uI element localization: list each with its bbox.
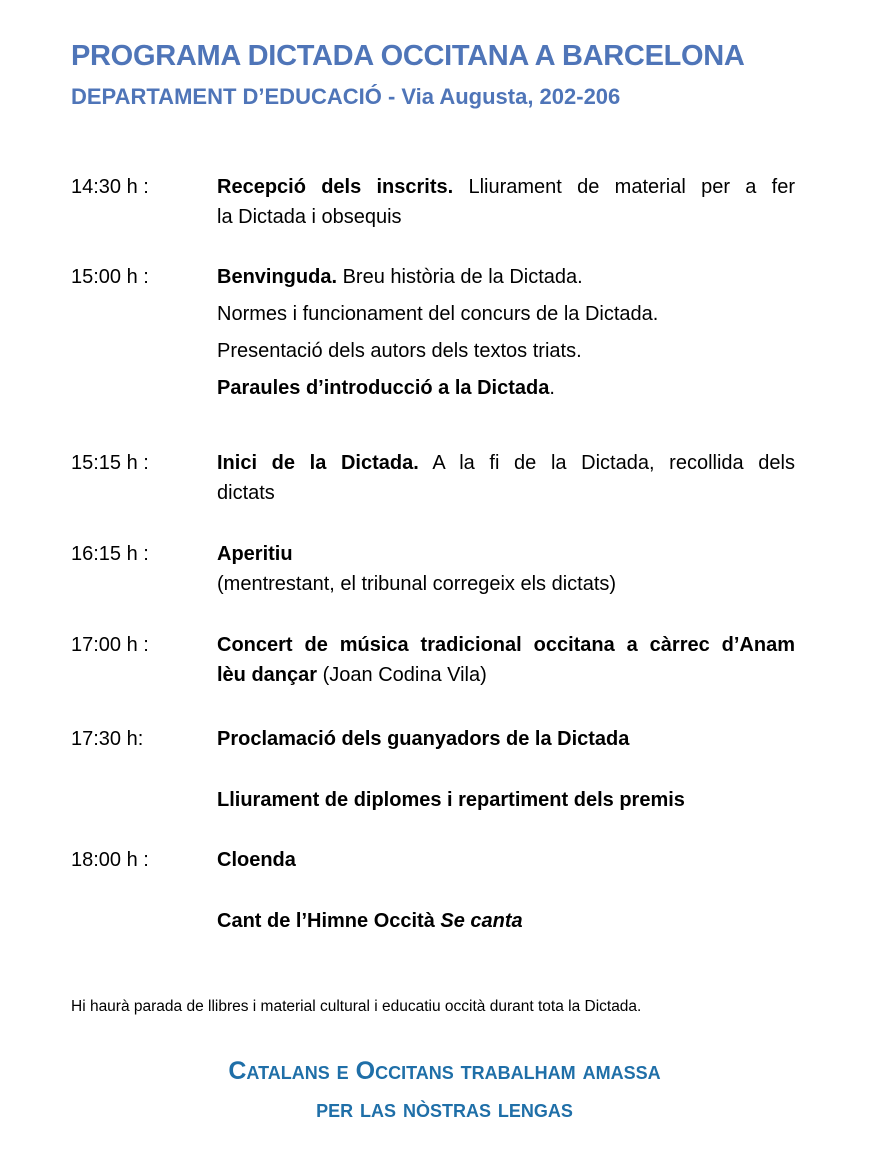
entry-time: 16:15 h : xyxy=(71,543,149,565)
motto-line-1: Catalans e Occitans trabalham amassa xyxy=(228,1057,661,1085)
schedule-entry-1615 xyxy=(71,539,795,630)
entry-content xyxy=(217,539,795,599)
entry-heading: Inici de la Dictada. xyxy=(217,452,419,474)
motto-line-2: per las nòstras lengas xyxy=(316,1095,573,1123)
entry-heading: Aperitiu xyxy=(217,543,293,565)
schedule-entry-1730 xyxy=(71,724,795,845)
schedule-entry-1500 xyxy=(71,262,795,448)
entry-content xyxy=(217,845,795,936)
entry-time: 17:30 h: xyxy=(71,728,144,750)
entry-text: . xyxy=(549,377,555,399)
entry-time: 15:15 h : xyxy=(71,452,149,474)
schedule-entry-1700 xyxy=(71,630,795,724)
footnote: Hi haurà parada de llibres i material cultural i educatiu occità durant tota la Dictada. xyxy=(71,998,642,1015)
entry-time: 17:00 h : xyxy=(71,634,149,656)
entry-heading: Lliurament de diplomes i repartiment dels premis xyxy=(217,789,685,811)
entry-heading: Paraules d’introducció a la Dictada xyxy=(217,377,550,399)
entry-content xyxy=(217,262,795,403)
entry-time: 18:00 h : xyxy=(71,849,149,871)
entry-text: Normes i funcionament del concurs de la Dictada. xyxy=(217,303,659,325)
entry-heading: Benvinguda. xyxy=(217,266,338,288)
entry-text: la Dictada i obsequis xyxy=(217,206,402,228)
entry-content xyxy=(217,172,795,232)
entry-heading: Cloenda xyxy=(217,849,296,871)
entry-content xyxy=(217,448,795,508)
entry-time: 14:30 h : xyxy=(71,176,149,198)
entry-time: 15:00 h : xyxy=(71,266,149,288)
schedule-entry-1800 xyxy=(71,845,795,945)
entry-heading: Cant de l’Himne Occità xyxy=(217,910,441,932)
entry-heading: lèu dançar xyxy=(217,664,318,686)
entry-text: A la fi de la Dictada, recollida dels xyxy=(418,452,795,474)
entry-heading-italic: Se canta xyxy=(440,910,523,932)
schedule-entry-1430 xyxy=(71,172,795,262)
entry-heading: Proclamació dels guanyadors de la Dictada xyxy=(217,728,630,750)
entry-text: dictats xyxy=(217,482,275,504)
schedule xyxy=(71,172,795,945)
entry-text: (Joan Codina Vila) xyxy=(317,664,487,686)
entry-text: Lliurament de material per a fer xyxy=(453,176,795,198)
page-subtitle: DEPARTAMENT D’EDUCACIÓ - Via Augusta, 202-206 xyxy=(71,84,621,109)
schedule-entry-1515 xyxy=(71,448,795,539)
entry-heading: Recepció dels inscrits. xyxy=(217,176,454,198)
entry-text: (mentrestant, el tribunal corregeix els dictats) xyxy=(217,573,617,595)
entry-text: Presentació dels autors dels textos triats. xyxy=(217,340,582,362)
entry-heading: Concert de música tradicional occitana a càrrec d’Anam xyxy=(217,634,795,656)
page-title: PROGRAMA DICTADA OCCITANA A BARCELONA xyxy=(71,40,745,72)
entry-content xyxy=(217,630,795,690)
entry-text: Breu història de la Dictada. xyxy=(337,266,583,288)
entry-content xyxy=(217,724,795,815)
